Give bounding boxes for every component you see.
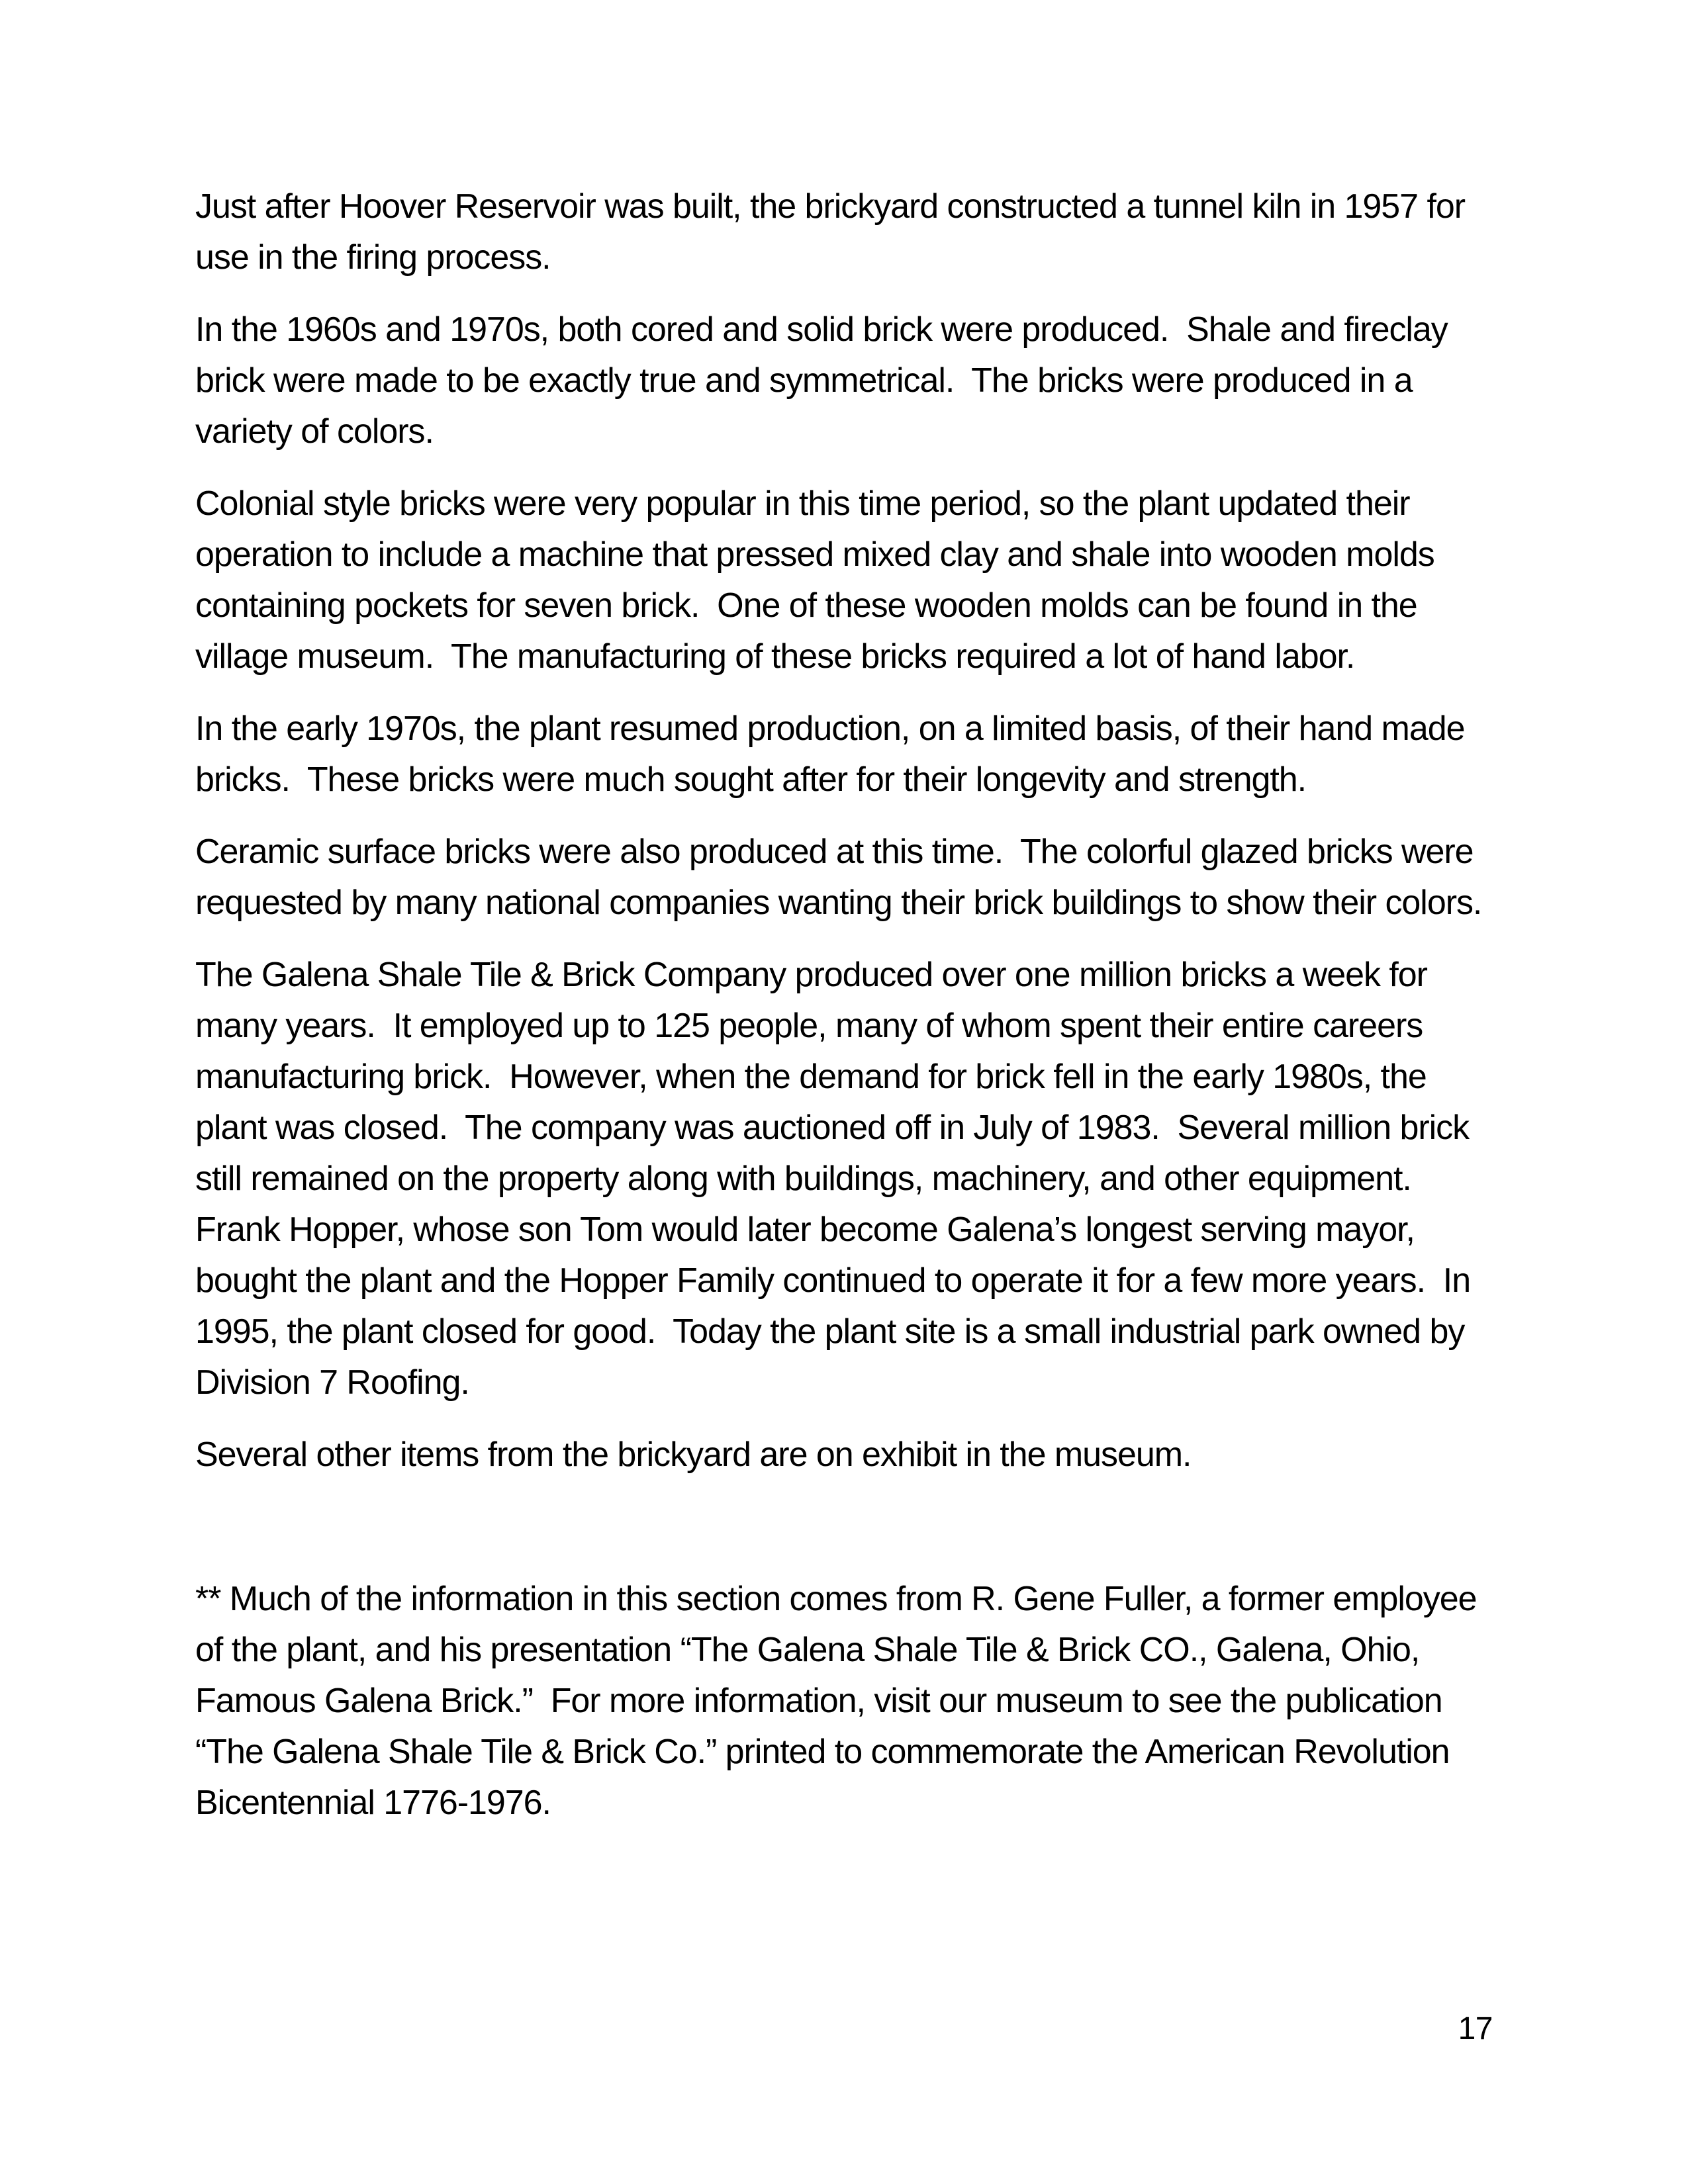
- footnote-paragraph: ** Much of the information in this section comes from R. Gene Fuller, a former employee of the plant, and his presentation “The Galena Shale Tile & Brick CO., Galena, Ohio, Famous Galena Brick.” For more information, visit our museum to see the publication “The Galena Shale Tile & Brick Co.” printed to commemorate the American Revolution Bicentennial 1776-1976.: [195, 1580, 1485, 1822]
- page-number: 17: [1458, 2011, 1493, 2046]
- paragraph-company-history: The Galena Shale Tile & Brick Company produced over one million bricks a week for many years. It employed up to 125 people, many of whom spent their entire careers manufacturing brick. However, when the demand for brick fell in the early 1980s, the plant was closed. The company was auctioned off in July of 1983. Several million brick still remained on the property along with buildings, machinery, and other equipment. Frank Hopper, whose son Tom would later become Galena’s longest serving mayor, bought the plant and the Hopper Family continued to operate it for a few more years. In 1995, the plant closed for good. Today the plant site is a small industrial park owned by Division 7 Roofing.: [195, 956, 1479, 1402]
- paragraph-cored-solid-brick: In the 1960s and 1970s, both cored and solid brick were produced. Shale and fireclay brick were made to be exactly true and symmetrical. The bricks were produced in a variety of colors.: [195, 310, 1457, 451]
- paragraph-museum-items: Several other items from the brickyard are on exhibit in the museum.: [195, 1435, 1192, 1474]
- paragraph-hand-made-bricks: In the early 1970s, the plant resumed production, on a limited basis, of their hand made bricks. These bricks were much sought after for their longevity and strength.: [195, 709, 1474, 799]
- paragraph-colonial-bricks: Colonial style bricks were very popular in this time period, so the plant updated their operation to include a machine that pressed mixed clay and shale into wooden molds containing pockets for seven brick. One of these wooden molds can be found in the village museum. The manufacturing of these bricks required a lot of hand labor.: [195, 484, 1444, 676]
- paragraph-tunnel-kiln: Just after Hoover Reservoir was built, the brickyard constructed a tunnel kiln in 1957 for use in the firing process.: [195, 187, 1474, 277]
- paragraph-ceramic-bricks: Ceramic surface bricks were also produced at this time. The colorful glazed bricks were requested by many national companies wanting their brick buildings to show their colors.: [195, 833, 1482, 922]
- page-content: [195, 181, 1493, 1850]
